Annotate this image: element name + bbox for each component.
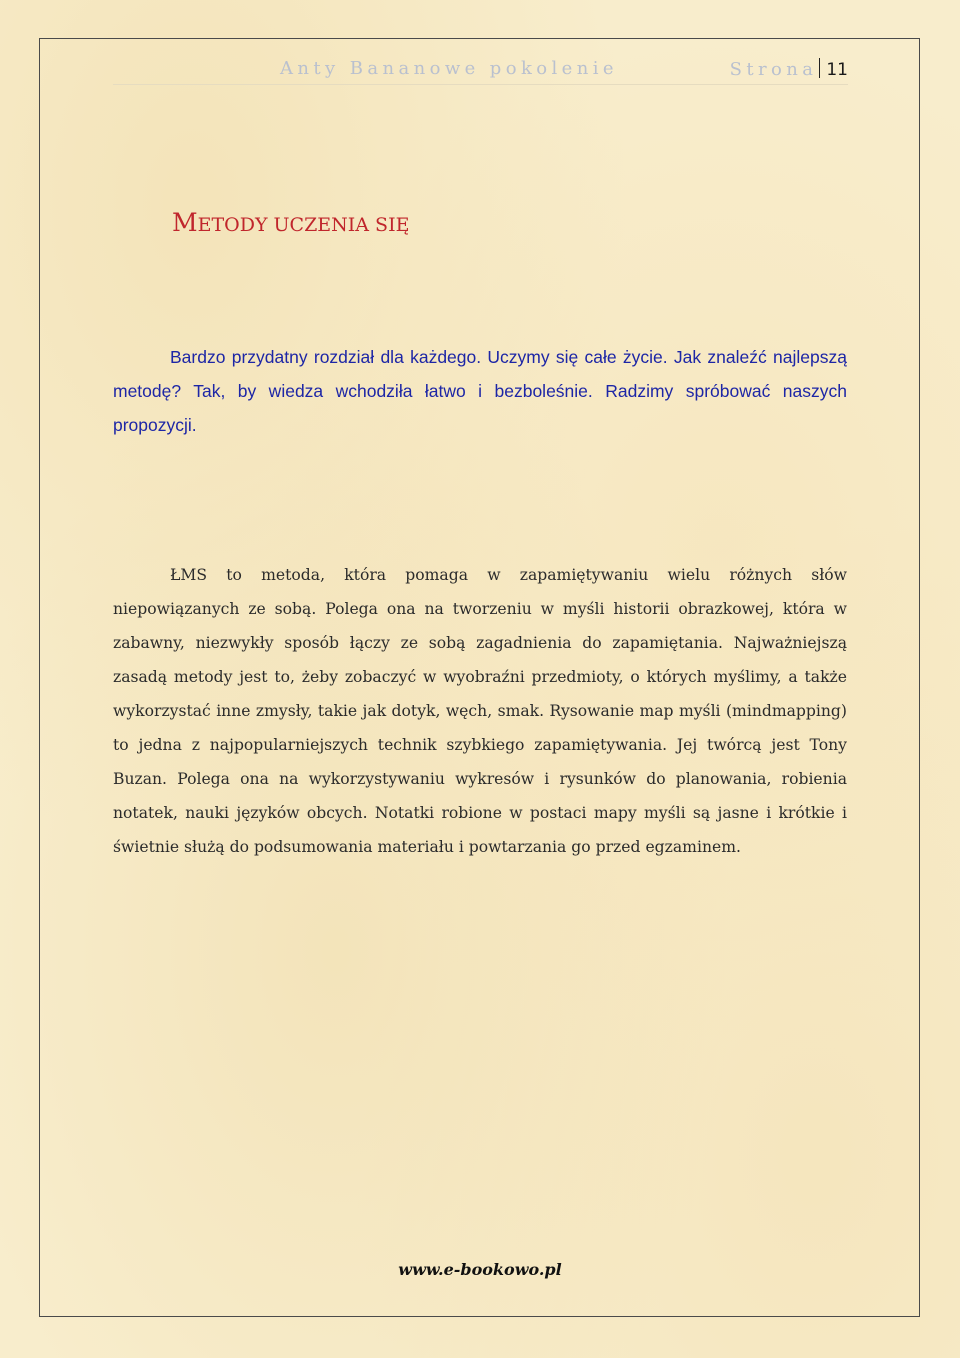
page-header bbox=[113, 56, 848, 85]
intro-paragraph: Bardzo przydatny rozdział dla każdego. Uczymy się całe życie. Jak znaleźć najlepszą metodę? Tak, by wiedza wchodziła łatwo i bezboleśnie. Radzimy spróbować naszych propozycji. bbox=[113, 347, 847, 435]
chapter-title-initial: M bbox=[172, 208, 198, 237]
body-paragraph: ŁMS to metoda, która pomaga w zapamiętywaniu wielu różnych słów niepowiązanych ze sobą. Polega ona na tworzeniu w myśli historii obrazkowej, która w zabawny, niezwykły sposób łączy ze sobą zagadnienia do zapamiętania. Najważniejszą zasadą metody jest to, żeby zobaczyć w wyobraźni przedmioty, o których myślimy, a także wykorzystać inne zmysły, takie jak dotyk, węch, smak. Rysowanie map myśli (mindmapping) to jedna z najpopularniejszych technik szybkiego zapamiętywania. Jej twórcą jest Tony Buzan. Polega ona na wykorzystywaniu wykresów i rysunków do planowania, robienia notatek, nauki języków obcych. Notatki robione w postaci mapy myśli są jasne i krótkie i świetnie służą do podsumowania materiału i powtarzania go przed egzaminem. bbox=[113, 566, 847, 856]
page-indicator bbox=[730, 58, 848, 80]
page-label: Strona bbox=[729, 59, 818, 80]
footer-website-link[interactable]: www.e-bookowo.pl bbox=[398, 1260, 562, 1279]
chapter-title bbox=[172, 208, 409, 237]
page-separator bbox=[819, 58, 820, 78]
page-number: 11 bbox=[826, 60, 848, 80]
header-title: Anty Bananowe pokolenie bbox=[280, 58, 618, 79]
chapter-title-rest: ETODY UCZENIA SIĘ bbox=[197, 214, 410, 236]
